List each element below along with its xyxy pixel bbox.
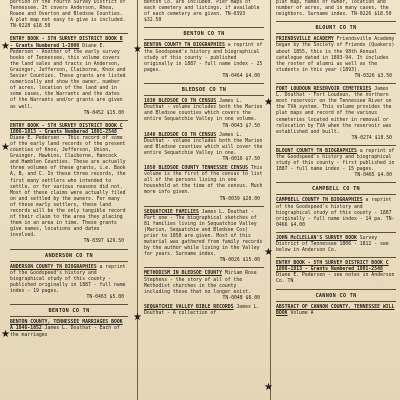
catalog-entry (276, 37, 396, 80)
catalog-entry (144, 166, 264, 203)
catalog-entry (276, 198, 396, 228)
divider (276, 83, 396, 84)
entry-title: ENTRY BOOK - 5TH SURVEY DISTRICT BOOK B - Grants Numbered 1-2000 (10, 37, 123, 49)
entry-description: James L. Douthat - Part one - The biographical sketches of 81 families living in Sequatchie Valley (Marion, Sequatchie and Bledsoe Cos) prior to 1850 are given. Most of this material was gathered from family records by the author while living in the Valley for years. Surname index. (144, 209, 263, 258)
divider (144, 95, 264, 96)
entry-title: ENTRY BOOK - 5TH SURVEY DISTRICT BOOK C 1806-1813 - Grants Numbered 1801-2548 (10, 123, 123, 135)
entry-title: SEQUATCHIE VALLEY BIBLE RECORDS (144, 304, 234, 310)
entry-description: Volume A (290, 310, 314, 316)
catalog-entry (10, 265, 128, 302)
divider (144, 39, 264, 40)
entry-price: TN-0039 $20.00 (219, 196, 260, 202)
entry-description: a reprint of the Goodspeed's history and biographical study of this county - published originally in 1887 - full name index - 25 pages. (144, 43, 263, 73)
column-divider (137, 0, 138, 400)
entry-title: ABSTRACT OF CANNON COUNTY, TENNESSEE WILL BOOK (276, 304, 395, 316)
entry-description: James L. Douthat - Each of the marriages (10, 326, 120, 338)
entry-price: TN-0326 $3.50 (354, 73, 392, 79)
continued-text: portion of the Fourth Survey District of Tennessee. It covers Anderson, Rhea, Roane and Overton and Bledsoe Counties. A plat map not easy to give is included. TN-0228 $18.50 (10, 0, 126, 30)
divider (10, 304, 128, 305)
divider (144, 206, 264, 207)
star-icon: ★ (1, 41, 10, 52)
entry-title: FORT LOUDOUN RESERVOIR CEMETERIES (276, 87, 372, 93)
entry-price: TN-0464 $4.00 (222, 73, 260, 79)
entry-price: TN-0026 $15.00 (219, 258, 260, 264)
entry-title: 1850 BLEDSOE COUNTY TENNESSEE CENSUS (144, 166, 248, 172)
entry-description: a reprint of the Goodspeed's history and biographical study of this county - first published in 1887 - full name index - 15 pages. (276, 148, 395, 173)
section-heading: BENTON CO TN (48, 308, 90, 315)
section-heading: CAMPBELL CO TN (312, 186, 360, 193)
divider (276, 289, 396, 290)
entry-price: TN-0452 $15.00 (83, 110, 124, 116)
entry-title: BENTON COUNTY TN BIOGRAPHIES (144, 43, 225, 49)
catalog-entry (144, 43, 264, 80)
column-right (276, 0, 396, 400)
entry-price: TN-0465 $4.00 (354, 173, 392, 179)
entry-description: Diane E. Pedersen - This record of some of the early land records of the present counties of Knox, Jefferson, Union, Grainger, Hawkins, Claiborne, Hancock and Hamblen Counties. These are actually three volumes of these grants, i.e. Book A, B, and C. In these three records, the first many settlers who intended to settle, or for various reasons did not. Most of these claims were actually filed on and settled by the owners. For many of these early settlers, these land records will be the only tangible record of their claim to the area they placing them in an area in time. These grants give names, locations and dates involved. (10, 135, 126, 239)
star-icon: ★ (264, 382, 273, 393)
divider (144, 267, 264, 268)
divider (276, 21, 396, 22)
star-icon: ★ (1, 329, 10, 340)
entry-title: BLOUNT COUNTY TN BIOGRAPHIES (276, 148, 357, 154)
catalog-entry (10, 37, 128, 116)
entry-title: 1830 BLEDSOE CO TN CENSUS (144, 99, 217, 105)
entry-title: FRIENDSVILLE ACADEMY (276, 37, 334, 43)
section-heading: BLEDSOE CO TN (181, 87, 227, 94)
column-divider (270, 0, 271, 400)
catalog-entry (276, 149, 396, 179)
divider (276, 145, 396, 146)
divider (276, 257, 396, 258)
divider (276, 182, 396, 183)
entry-price: TN-0048 $6.00 (222, 295, 260, 301)
divider (10, 261, 128, 262)
catalog-entry (144, 99, 264, 129)
star-icon: ★ (1, 142, 10, 153)
column-middle (144, 0, 264, 400)
entry-description: Diane E. Pedersen - Another of the early survey books of Tennessee, this volume covers the land sales and tracts in Anderson, Grainger, Jefferson, Claiborne, Knox and Sevier Counties. These grants are listed numerically and show the owner, number of acres, location of the land and in some cases, the Warrants and the dates of the Warrants and/or grants are given as well. (10, 43, 126, 110)
entry-title: 1840 BLEDSOE CO TN CENSUS (144, 132, 217, 138)
entry-description: James L. Douthat - A collection of (144, 304, 260, 317)
catalog-entry (144, 210, 264, 265)
divider (144, 83, 264, 84)
divider (144, 27, 264, 28)
section-heading: BENTON CO TN (183, 31, 225, 38)
continued-text: Benton Co. are included. Pier maps of each cemetery and listings, if available of each cemetery are given. TN-0393 $32.50 (144, 0, 260, 24)
entry-description: a reprint of the Goodspeed's history and biographical study of this county - 1887 originally - full name index - 14 pa. TN-0466 $4.00 (276, 198, 395, 228)
star-icon: ★ (133, 312, 142, 323)
entry-description: Survey District of Tennessee 1806 - 1812 - see below in Anderson Co. (276, 235, 389, 254)
star-icon: ★ (133, 44, 142, 55)
star-icon: ★ (264, 97, 273, 108)
entry-price: TN-0274 $18.50 (351, 135, 392, 141)
divider (276, 232, 396, 233)
entry-title: ENTRY BOOK - 5TH SURVEY DISTRICT BOOK C 1806-1813 - Grants Numbered 1801-2548 (276, 261, 389, 273)
entry-price: TN-0397 $29.50 (83, 239, 124, 245)
section-heading: ANDERSON CO TN (45, 252, 93, 259)
catalog-entry (144, 271, 264, 301)
divider (276, 194, 396, 195)
catalog-entry (276, 261, 396, 285)
divider (10, 249, 128, 250)
entry-description: This volume is the first of the census to list all of the persons living in one household at the time of the census. Much more info given. (144, 166, 263, 196)
entry-title: BENTON COUNTY, TENNESSEE MARRIAGES BOOK A 1846-1852 (10, 320, 123, 332)
divider (276, 301, 396, 302)
entry-title: CAMPBELL COUNTY TN BIOGRAPHIES (276, 198, 363, 204)
catalog-entry (276, 87, 396, 142)
entry-title: METHODISM IN BLEDSOE COUNTY (144, 271, 222, 277)
star-icon: ★ (264, 247, 273, 258)
entry-description: Friendsville Academy began by the Society of Friends (Quakers) about 1855, this is the 98th Annual catalogue dated in 1893-94. It includes the roster of alumni as well as the students in this year (1893). (276, 37, 395, 73)
section-heading: BLOUNT CO TN (315, 25, 357, 32)
column-left (10, 0, 128, 400)
entry-description: James L. Douthat - volume includes both the Marion and Bledsoe counties which covers the entire Sequatchie Valley in one volume. (144, 99, 263, 123)
divider (10, 316, 128, 317)
entry-price: TN-0016 $7.50 (222, 156, 260, 162)
continued-text: plat map, names of owner, location and number of acres, and in many cases, the neighbors. Surname index. TN-0226 $18.50 (276, 0, 392, 18)
catalog-entry (144, 305, 264, 317)
catalog-entry (276, 305, 396, 317)
catalog-entry (10, 320, 128, 338)
divider (276, 33, 396, 34)
divider (10, 120, 128, 121)
catalog-entry (10, 124, 128, 246)
catalog-entry (144, 133, 264, 163)
entry-description: Diane E. Pedersen - see notes in Anderson Co. TN (276, 273, 395, 285)
catalog-entry (276, 236, 396, 254)
entry-description: James L. Douthat - volume includes both the Marion and Bledsoe counties which will cover the entire Sequatchie Valley in one. (144, 132, 263, 156)
entry-title: SEQUATCHIE FAMILIES (144, 209, 199, 215)
entry-description: a reprint of the Goodspeed's history and biographical study of this county - published originally in 1887 - full name index - 19 pages. (10, 264, 126, 295)
section-heading: CANNON CO TN (315, 292, 357, 299)
entry-description: Miriam Rose Stephens - the story of all of the Methodist churches in the county including those that no longer exist. (144, 271, 257, 295)
entry-title: ANDERSON COUNTY TN BIOGRAPHIES (10, 264, 97, 270)
divider (10, 33, 128, 34)
entry-description: James L. Douthat - Fort Loudoun, the northern most reservoir on the Tennessee River on the TVA system. This volume provides the plat maps and record of the various cemeteries located either in removal or relocation by TVA when the reservoir was established and built. (276, 87, 392, 135)
entry-price: TN-0463 $5.00 (86, 295, 124, 301)
entry-title: JOHN McCLELLAN'S SURVEY BOOK (276, 235, 357, 241)
entry-price: TN-0043 $7.50 (222, 123, 260, 129)
